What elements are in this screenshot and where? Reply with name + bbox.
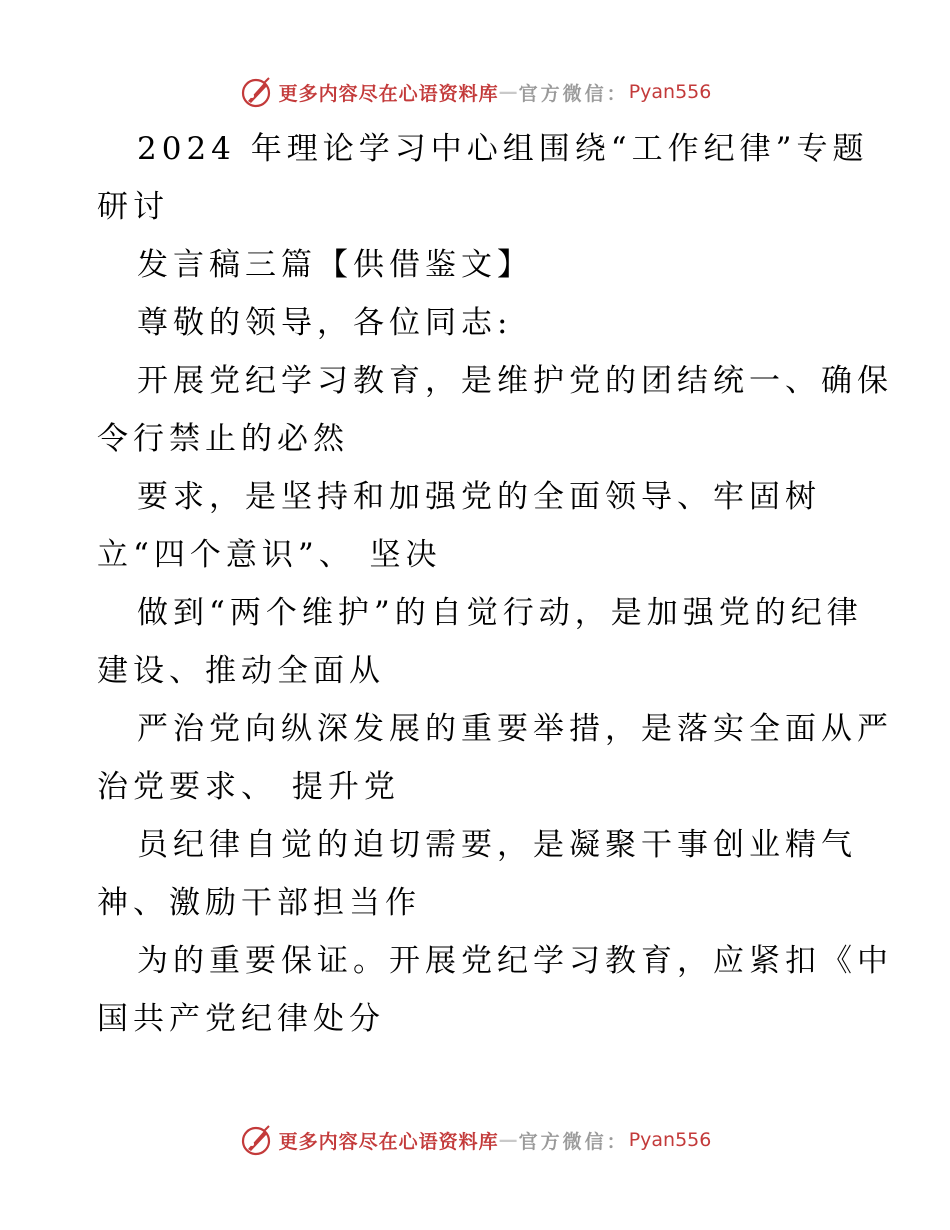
paragraph-line: 做到“两个维护”的自觉行动，是加强党的纪律 <box>137 595 863 631</box>
paragraph-line: 要求，是坚持和加强党的全面领导、牢固树 <box>137 479 821 515</box>
document-body <box>97 120 893 1048</box>
paragraph-line: 严治党向纵深发展的重要举措，是落实全面从严 <box>137 711 893 747</box>
quill-pen-logo-icon <box>239 1123 273 1157</box>
salutation: 尊敬的领导，各位同志: <box>137 305 513 341</box>
document-title-line-2: 研讨 <box>97 189 169 225</box>
banner-wechat-label: 官方微信： <box>518 82 629 105</box>
paragraph-line: 员纪律自觉的迫切需要，是凝聚干事创业精气 <box>137 827 857 863</box>
quill-pen-logo-icon <box>239 75 273 109</box>
header-watermark-banner <box>0 72 950 112</box>
paragraph-line: 治党要求、 提升党 <box>97 769 400 805</box>
paragraph-line: 开展党纪学习教育，是维护党的团结统一、确保 <box>137 363 893 399</box>
banner-dash: — <box>498 81 519 103</box>
banner-wechat-id: Pyan556 <box>628 81 712 103</box>
banner-wechat-label: 官方微信： <box>518 1130 629 1153</box>
banner-site-text: 更多内容尽在心语资料库 <box>278 82 499 105</box>
footer-watermark-banner <box>0 1120 950 1160</box>
banner-site-text: 更多内容尽在心语资料库 <box>278 1130 499 1153</box>
banner-wechat-id: Pyan556 <box>628 1129 712 1151</box>
document-title-line-1: 2024 年理论学习中心组围绕“工作纪律”专题 <box>137 131 869 167</box>
banner-dash: — <box>498 1129 519 1151</box>
paragraph-line: 建设、推动全面从 <box>97 653 385 689</box>
paragraph-line: 令行禁止的必然 <box>97 421 349 457</box>
paragraph-line: 为的重要保证。开展党纪学习教育，应紧扣《中 <box>137 943 893 979</box>
document-subtitle: 发言稿三篇【供借鉴文】 <box>137 247 533 283</box>
paragraph-line: 国共产党纪律处分 <box>97 1001 385 1037</box>
paragraph-line: 立“四个意识”、 坚决 <box>97 537 442 573</box>
paragraph-line: 神、激励干部担当作 <box>97 885 421 921</box>
